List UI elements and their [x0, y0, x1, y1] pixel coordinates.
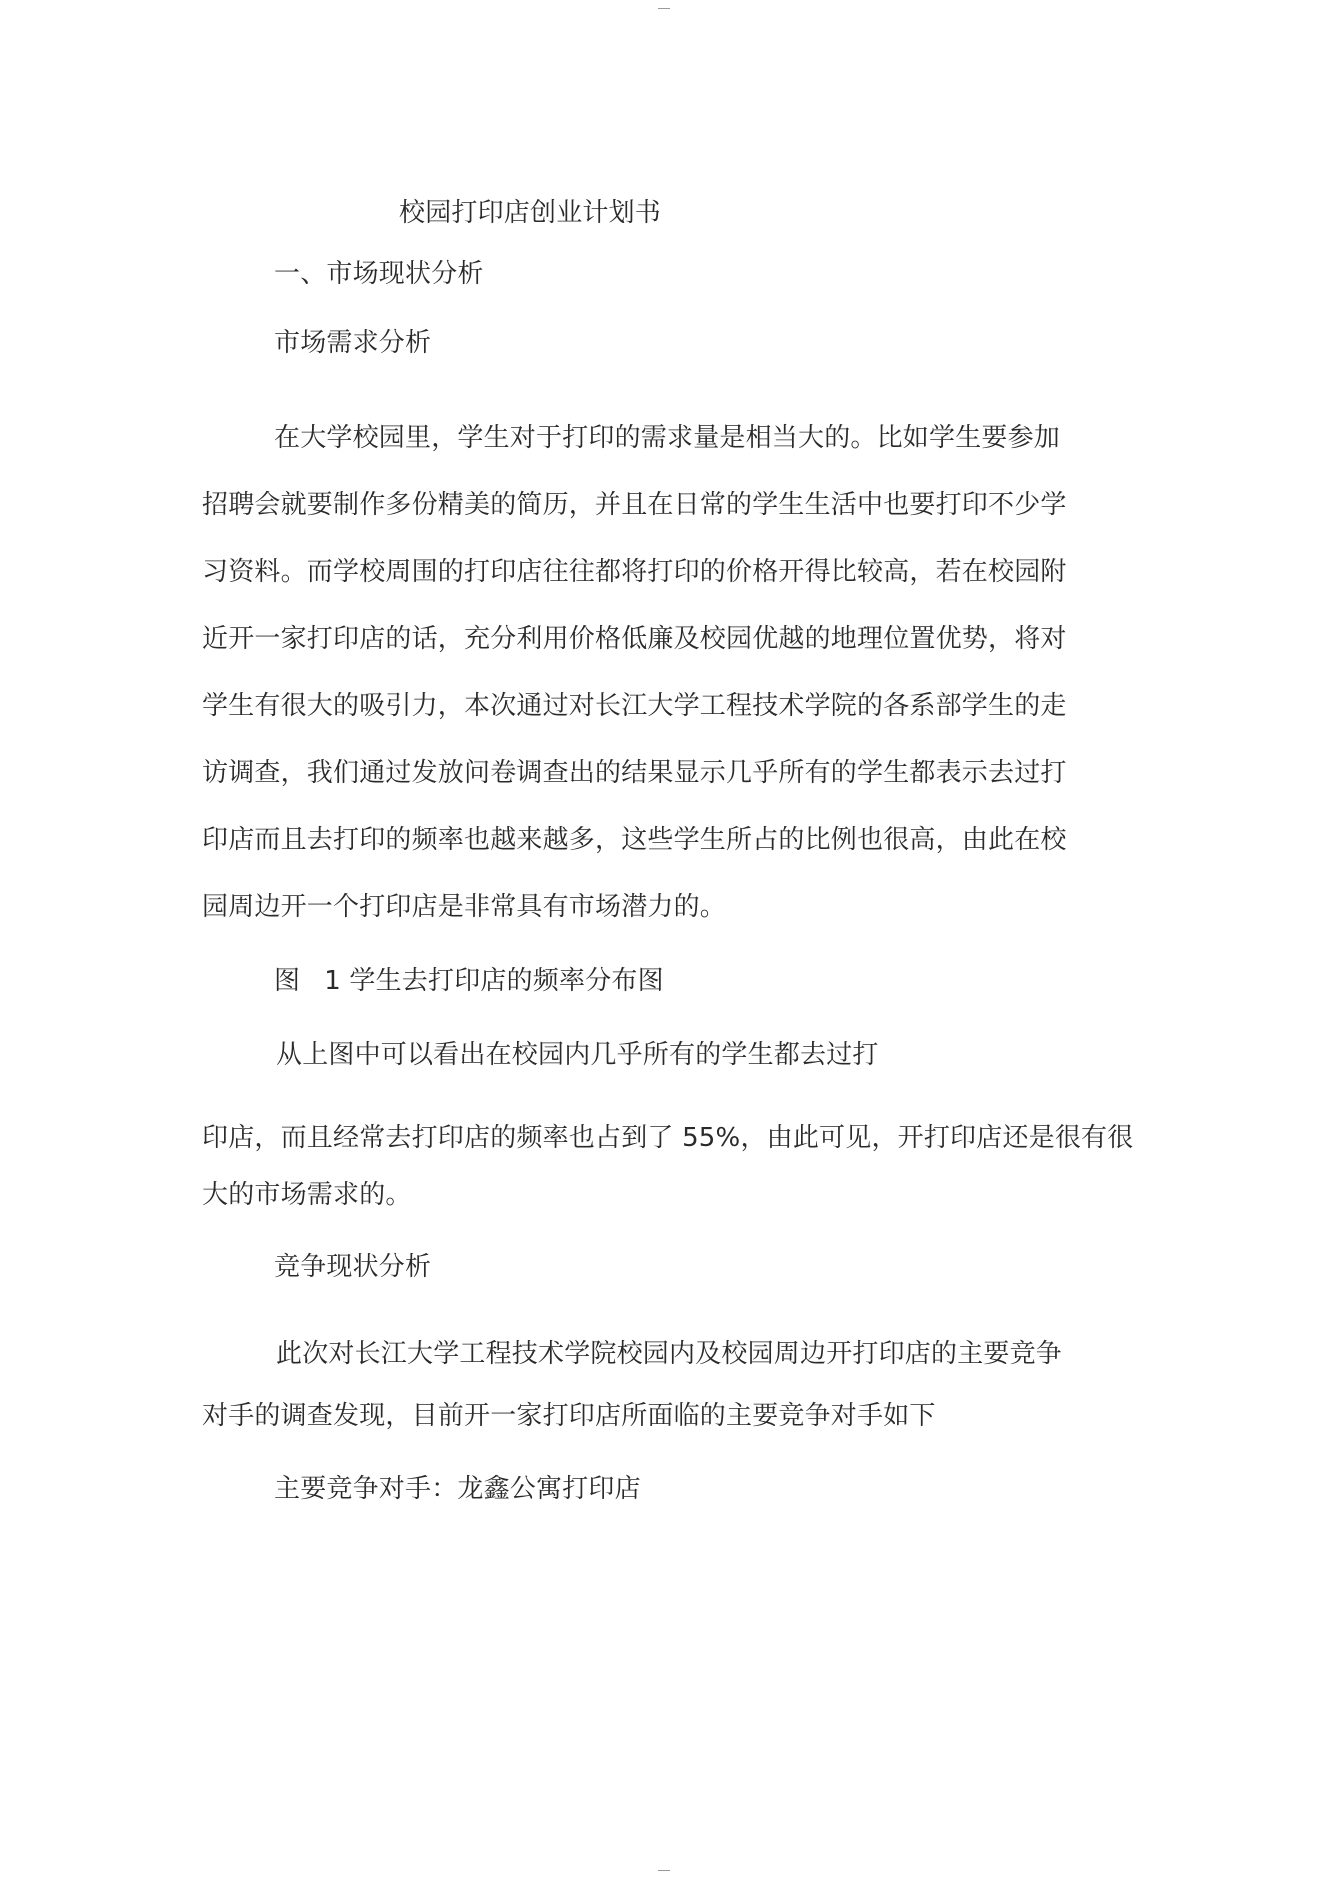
- paragraph-line: 印店，而且经常去打印店的频率也占到了 55%，由此可见，开打印店还是很有很: [202, 1123, 1134, 1153]
- figure-caption-label: 图: [274, 966, 301, 996]
- paragraph-line: 学生有很大的吸引力，本次通过对长江大学工程技术学院的各系部学生的走: [202, 691, 1067, 721]
- document-title: 校园打印店创业计划书: [399, 198, 662, 228]
- paragraph-line: 访调查，我们通过发放问卷调查出的结果显示几乎所有的学生都表示去过打: [202, 758, 1067, 788]
- section-heading-market-status: 一、市场现状分析: [274, 259, 484, 289]
- subsection-heading-market-demand: 市场需求分析: [274, 328, 432, 358]
- page-top-marker: [658, 8, 670, 9]
- paragraph-line: 招聘会就要制作多份精美的简历，并且在日常的学生生活中也要打印不少学: [202, 490, 1067, 520]
- paragraph-line: 园周边开一个打印店是非常具有市场潜力的。: [202, 892, 727, 922]
- paragraph-line: 此次对长江大学工程技术学院校园内及校园周边开打印店的主要竞争: [276, 1339, 1063, 1369]
- figure-caption: [274, 966, 664, 996]
- paragraph-line: 在大学校园里，学生对于打印的需求量是相当大的。比如学生要参加: [274, 423, 1061, 453]
- paragraph-line: 印店而且去打印的频率也越来越多，这些学生所占的比例也很高，由此在校: [202, 825, 1067, 855]
- paragraph-line: 从上图中可以看出在校园内几乎所有的学生都去过打: [276, 1040, 879, 1070]
- paragraph-line: 大的市场需求的。: [202, 1180, 412, 1210]
- paragraph-line: 对手的调查发现，目前开一家打印店所面临的主要竞争对手如下: [202, 1401, 936, 1431]
- subsection-heading-competition: 竞争现状分析: [274, 1252, 432, 1282]
- paragraph-line: 习资料。而学校周围的打印店往往都将打印的价格开得比较高，若在校园附: [202, 557, 1067, 587]
- main-competitor-line: 主要竞争对手：龙鑫公寓打印店: [274, 1474, 641, 1504]
- figure-caption-text: 1 学生去打印店的频率分布图: [324, 966, 664, 996]
- page-bottom-marker: [658, 1870, 670, 1871]
- paragraph-line: 近开一家打印店的话，充分利用价格低廉及校园优越的地理位置优势，将对: [202, 624, 1067, 654]
